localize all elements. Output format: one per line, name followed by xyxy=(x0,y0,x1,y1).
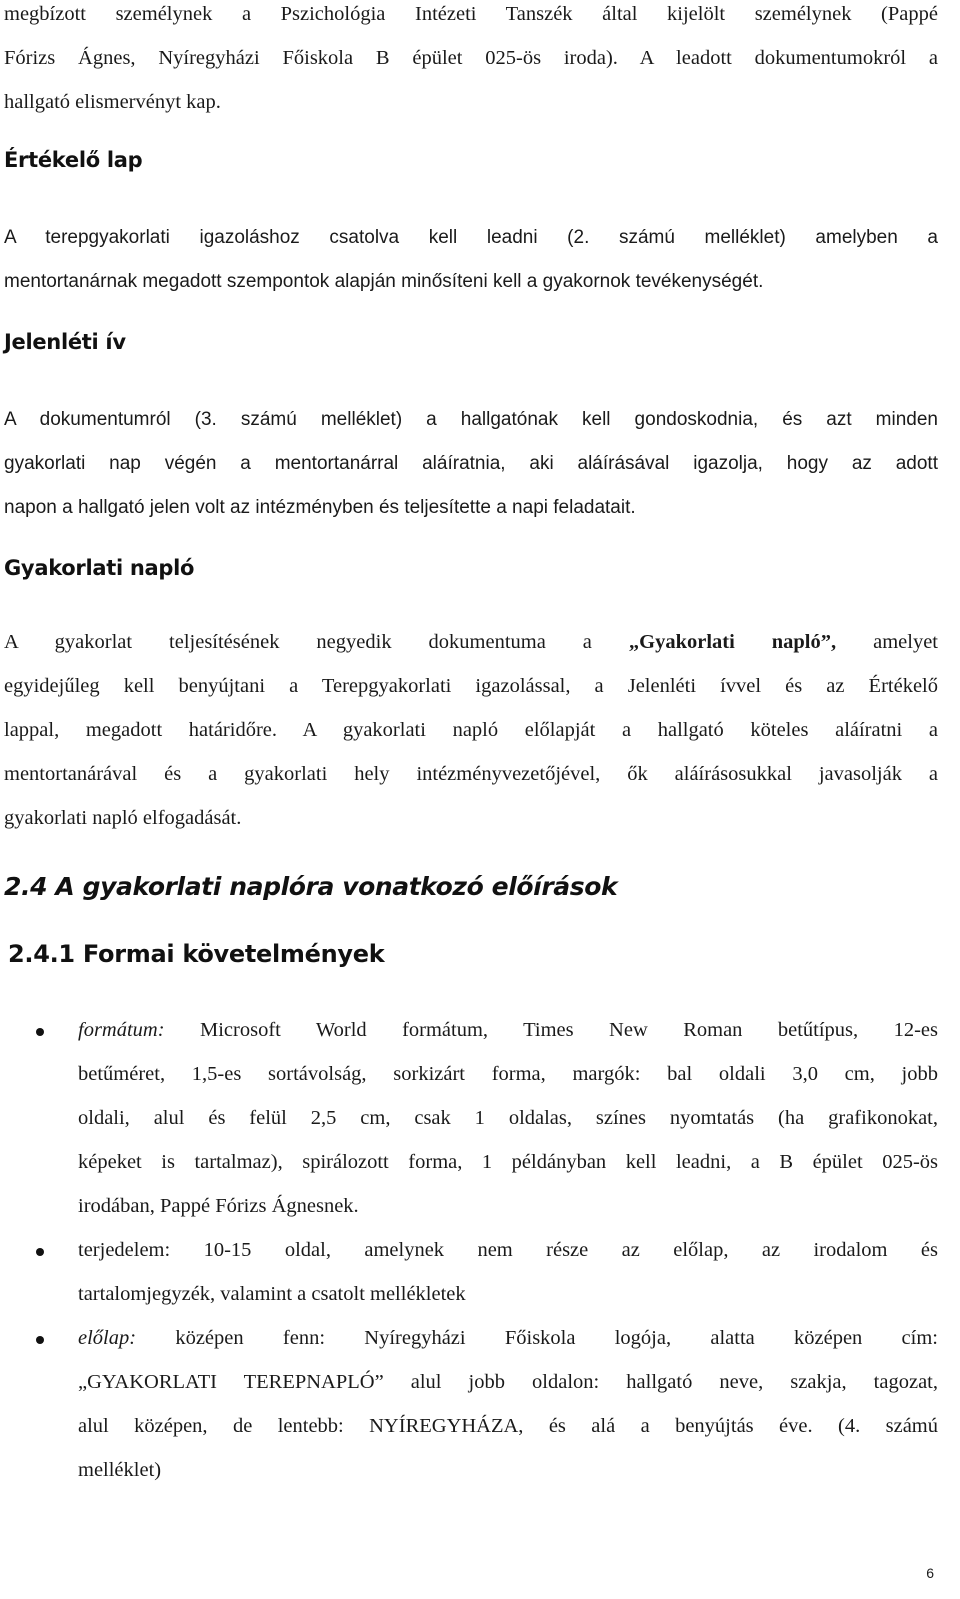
list-item-formatum xyxy=(78,1008,938,1228)
naplo-paragraph xyxy=(4,620,938,840)
text-line: A terepgyakorlati igazoláshoz csatolva kell leadni (2. számú melléklet) amelyben a xyxy=(4,227,938,248)
text-line: oldali, alul és felül 2,5 cm, csak 1 oldalas, színes nyomtatás (ha grafikonokat, xyxy=(78,1107,938,1129)
list-item-elolap xyxy=(78,1316,938,1492)
text-line xyxy=(78,1316,938,1360)
subsection-heading: 2.4.1 Formai követelmények xyxy=(8,940,385,968)
text-line: lappal, megadott határidőre. A gyakorlati napló előlapját a hallgató köteles aláíratni a xyxy=(4,719,938,741)
section-heading: 2.4 A gyakorlati naplóra vonatkozó előírások xyxy=(4,872,618,901)
text-line: egyidejűleg kell benyújtani a Terepgyakorlati igazolással, a Jelenléti ívvel és az Értékelő xyxy=(4,675,938,697)
text-line: megbízott személynek a Pszichológia Intézeti Tanszék által kijelölt személynek (Pappé xyxy=(4,3,938,25)
text-line: tartalomjegyzék, valamint a csatolt mellékletek xyxy=(78,1283,466,1305)
page-number: 6 xyxy=(926,1565,934,1581)
text-line: hallgató elismervényt kap. xyxy=(4,91,221,113)
text-line: melléklet) xyxy=(78,1459,162,1481)
bullet-icon xyxy=(36,1248,44,1256)
bullet-icon xyxy=(36,1028,44,1036)
text-line xyxy=(78,1008,938,1052)
text-line: képeket is tartalmaz), spirálozott forma, 1 példányban kell leadni, a B épület 025-ös xyxy=(78,1151,938,1173)
text-fragment: A gyakorlat teljesítésének negyedik dokumentuma a xyxy=(4,631,629,653)
text-line: alul középen, de lentebb: NYÍREGYHÁZA, és alá a benyújtás éve. (4. számú xyxy=(78,1415,938,1437)
text-fragment: Microsoft World formátum, Times New Roman betűtípus, 12-es xyxy=(164,1019,938,1041)
list-term: előlap: xyxy=(78,1327,137,1349)
text-fragment: amelyet xyxy=(836,631,938,653)
list-item-terjedelem xyxy=(78,1228,938,1316)
text-line: A dokumentumról (3. számú melléklet) a hallgatónak kell gondoskodnia, és azt minden xyxy=(4,409,938,430)
text-line: gyakorlati napló elfogadását. xyxy=(4,807,242,829)
text-line: betűméret, 1,5-es sortávolság, sorkizárt forma, margók: bal oldali 3,0 cm, jobb xyxy=(78,1063,938,1085)
heading-jelenleti-iv: Jelenléti ív xyxy=(4,330,126,354)
text-fragment: középen fenn: Nyíregyházi Főiskola logója, alatta középen cím: xyxy=(136,1327,938,1349)
text-line: terjedelem: 10-15 oldal, amelynek nem része az előlap, az irodalom és xyxy=(78,1239,938,1261)
jelenleti-paragraph xyxy=(4,398,938,530)
text-line: irodában, Pappé Fórizs Ágnesnek. xyxy=(78,1195,359,1217)
quoted-title: „Gyakorlati napló”, xyxy=(628,631,837,653)
text-line: gyakorlati nap végén a mentortanárral aláíratnia, aki aláírásával igazolja, hogy az adott xyxy=(4,453,938,474)
text-line: Fórizs Ágnes, Nyíregyházi Főiskola B épület 025-ös iroda). A leadott dokumentumokról a xyxy=(4,47,938,69)
intro-paragraph xyxy=(4,0,938,124)
heading-gyakorlati-naplo: Gyakorlati napló xyxy=(4,556,195,580)
text-line: napon a hallgató jelen volt az intézményben és teljesítette a napi feladatait. xyxy=(4,497,636,518)
text-line: mentortanárával és a gyakorlati hely intézményvezetőjével, ők aláírásosukkal javasolják a xyxy=(4,763,938,785)
heading-ertekelo-lap: Értékelő lap xyxy=(4,148,143,172)
text-line xyxy=(4,620,938,664)
ertekelo-paragraph xyxy=(4,216,938,304)
list-term: formátum: xyxy=(78,1019,165,1041)
bullet-icon xyxy=(36,1336,44,1344)
text-line: „GYAKORLATI TEREPNAPLÓ” alul jobb oldalon: hallgató neve, szakja, tagozat, xyxy=(78,1371,938,1393)
text-line: mentortanárnak megadott szempontok alapján minősíteni kell a gyakornok tevékenységét. xyxy=(4,271,764,292)
